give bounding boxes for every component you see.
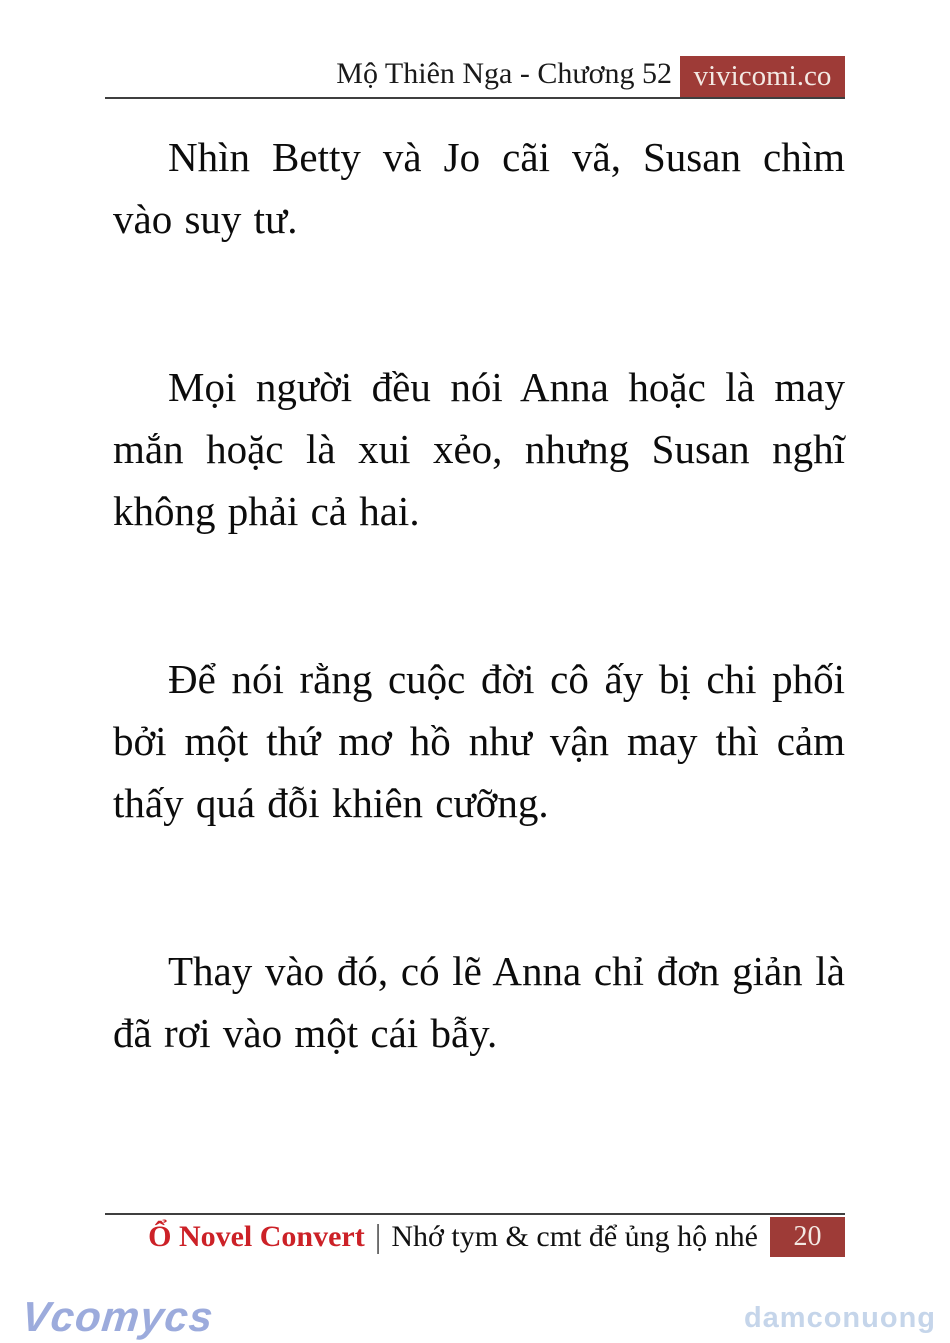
- paragraph-2: Mọi người đều nói Anna hoặc là may mắn hoặc là xui xẻo, nhưng Susan nghĩ không phải cả hai.: [113, 364, 845, 534]
- site-badge: vivicomi.co: [680, 56, 845, 97]
- vcomycs-watermark: Vcomycs: [19, 1293, 216, 1340]
- page-header: [105, 0, 845, 99]
- paragraph-1: Nhìn Betty và Jo cãi vã, Susan chìm vào suy tư.: [113, 134, 845, 242]
- page-number: 20: [770, 1217, 845, 1257]
- page-footer: [105, 1213, 845, 1257]
- paragraph-4: Thay vào đó, có lẽ Anna chỉ đơn giản là đã rơi vào một cái bẫy.: [113, 948, 845, 1056]
- paragraph-3: Để nói rằng cuộc đời cô ấy bị chi phối bởi một thứ mơ hồ như vận may thì cảm thấy quá đỗi khiên cưỡng.: [113, 656, 845, 826]
- damconuong-watermark: damconuong: [743, 1302, 936, 1334]
- chapter-title: Mộ Thiên Nga - Chương 52: [336, 57, 672, 90]
- chapter-body: [113, 126, 845, 1170]
- footer-separator: |: [374, 1218, 382, 1255]
- footer-note: Nhớ tym & cmt để ủng hộ nhé: [391, 1220, 758, 1253]
- converter-brand: Ổ Novel Convert: [148, 1220, 365, 1253]
